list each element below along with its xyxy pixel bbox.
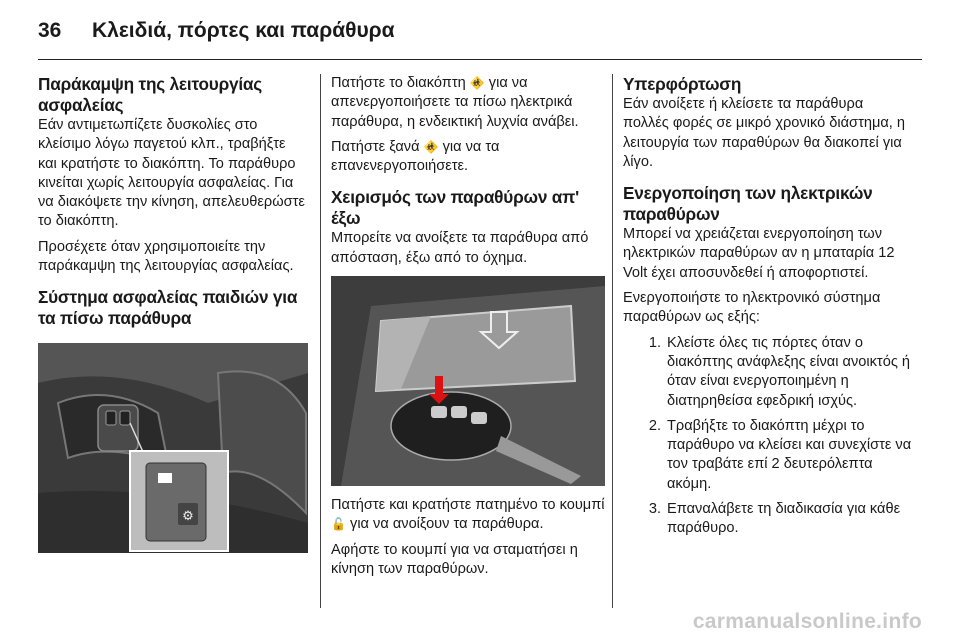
column-3 — [623, 74, 913, 545]
activation-text: Μπορεί να χρειάζεται ενεργοποίηση των ηλεκτρικών παραθύρων αν η μπαταρία 12 Volt έχει αποσυνδεθεί ή αποφορτιστεί. — [623, 226, 895, 281]
list-item: 1. Κλείστε όλες τις πόρτες όταν ο διακόπτης ανάφλεξης είναι ανοικτός ή όταν είναι ενεργοποιημένη η διατηρηθείσα εφεδρική ισχύς. — [648, 334, 911, 409]
chapter-title: Κλειδιά, πόρτες και παράθυρα — [92, 19, 395, 42]
child-lock-heading: Σύστημα ασφαλείας παιδιών για τα πίσω παράθυρα — [38, 287, 298, 329]
remote-window-heading: Χειρισμός των παραθύρων απ' έξω — [331, 187, 579, 229]
child-lock-text-a: Πατήστε το διακόπτη — [331, 75, 466, 91]
safety-override-heading: Παράκαμψη της λειτουργίας ασφαλείας — [38, 74, 263, 115]
remote-open-text-b: για να ανοίξουν τα παράθυρα. — [350, 516, 544, 533]
reenable-text-a: Πατήστε ξανά — [331, 138, 420, 155]
column-1 — [38, 74, 306, 561]
activation-steps — [623, 334, 913, 539]
reenable-text-b: για να τα επανενεργοποιήσετε. — [331, 138, 500, 175]
activation-heading: Ενεργοποίηση των ηλεκτρικών παραθύρων — [623, 183, 873, 225]
safety-override-caution: Προσέχετε όταν χρησιμοποιείτε την παράκαμψη της λειτουργίας ασφαλείας. — [38, 238, 294, 275]
page-number: 36 — [38, 19, 62, 42]
column-divider — [320, 74, 321, 608]
child-lock-icon: 🚸 — [423, 139, 439, 154]
page-header — [38, 14, 395, 48]
unlock-icon: 🔓 — [331, 517, 346, 532]
activation-intro: Ενεργοποιήστε το ηλεκτρονικό σύστημα παραθύρων ως εξής: — [623, 290, 881, 326]
remote-open-text — [331, 496, 605, 535]
key-remote-illustration — [331, 276, 605, 486]
overload-heading: Υπερφόρτωση — [623, 74, 742, 94]
remote-open-text-a: Πατήστε και κρατήστε πατημένο το κουμπί — [331, 497, 605, 514]
column-2 — [331, 74, 605, 585]
safety-override-text: Εάν αντιμετωπίζετε δυσκολίες στο κλείσιμο λόγω παγετού κλπ., τραβήξτε και κρατήστε το διακόπτη. Το παράθυρο κινείται χωρίς λειτουργία ασφαλείας. Για να διακόψετε την κίνηση, απελευθερώστε το διακόπτη. — [38, 117, 305, 230]
svg-text:⚙: ⚙ — [182, 509, 194, 525]
door-panel-illustration — [38, 343, 308, 553]
list-item: 2. Τραβήξτε το διακόπτη μέχρι το παράθυρο να κλείσει και συνεχίστε να τον τραβάτε επί 2 δευτερόλεπτα ακόμη. — [648, 417, 912, 492]
column-divider — [612, 74, 613, 608]
header-rule — [38, 59, 922, 60]
child-lock-reenable — [331, 138, 605, 177]
child-lock-instructions — [331, 74, 605, 132]
remote-stop-text: Αφήστε το κουμπί για να σταματήσει η κίνηση των παραθύρων. — [331, 541, 578, 577]
remote-window-text: Μπορείτε να ανοίξετε τα παράθυρα από απόσταση, έξω από το όχημα. — [331, 230, 589, 266]
watermark: carmanualsonline.info — [692, 610, 922, 633]
child-lock-text-b: για να απενεργοποιήσετε τα πίσω ηλεκτρικά παράθυρα, η ενδεικτική λυχνία ανάβει. — [331, 75, 579, 130]
overload-text: Εάν ανοίξετε ή κλείσετε τα παράθυρα πολλές φορές σε μικρό χρονικό διάστημα, η λειτουργία των παραθύρων θα διακοπεί για λίγο. — [623, 96, 906, 170]
child-lock-icon: 🚸 — [469, 76, 485, 90]
list-item: 3. Επαναλάβετε τη διαδικασία για κάθε παράθυρο. — [648, 501, 901, 537]
